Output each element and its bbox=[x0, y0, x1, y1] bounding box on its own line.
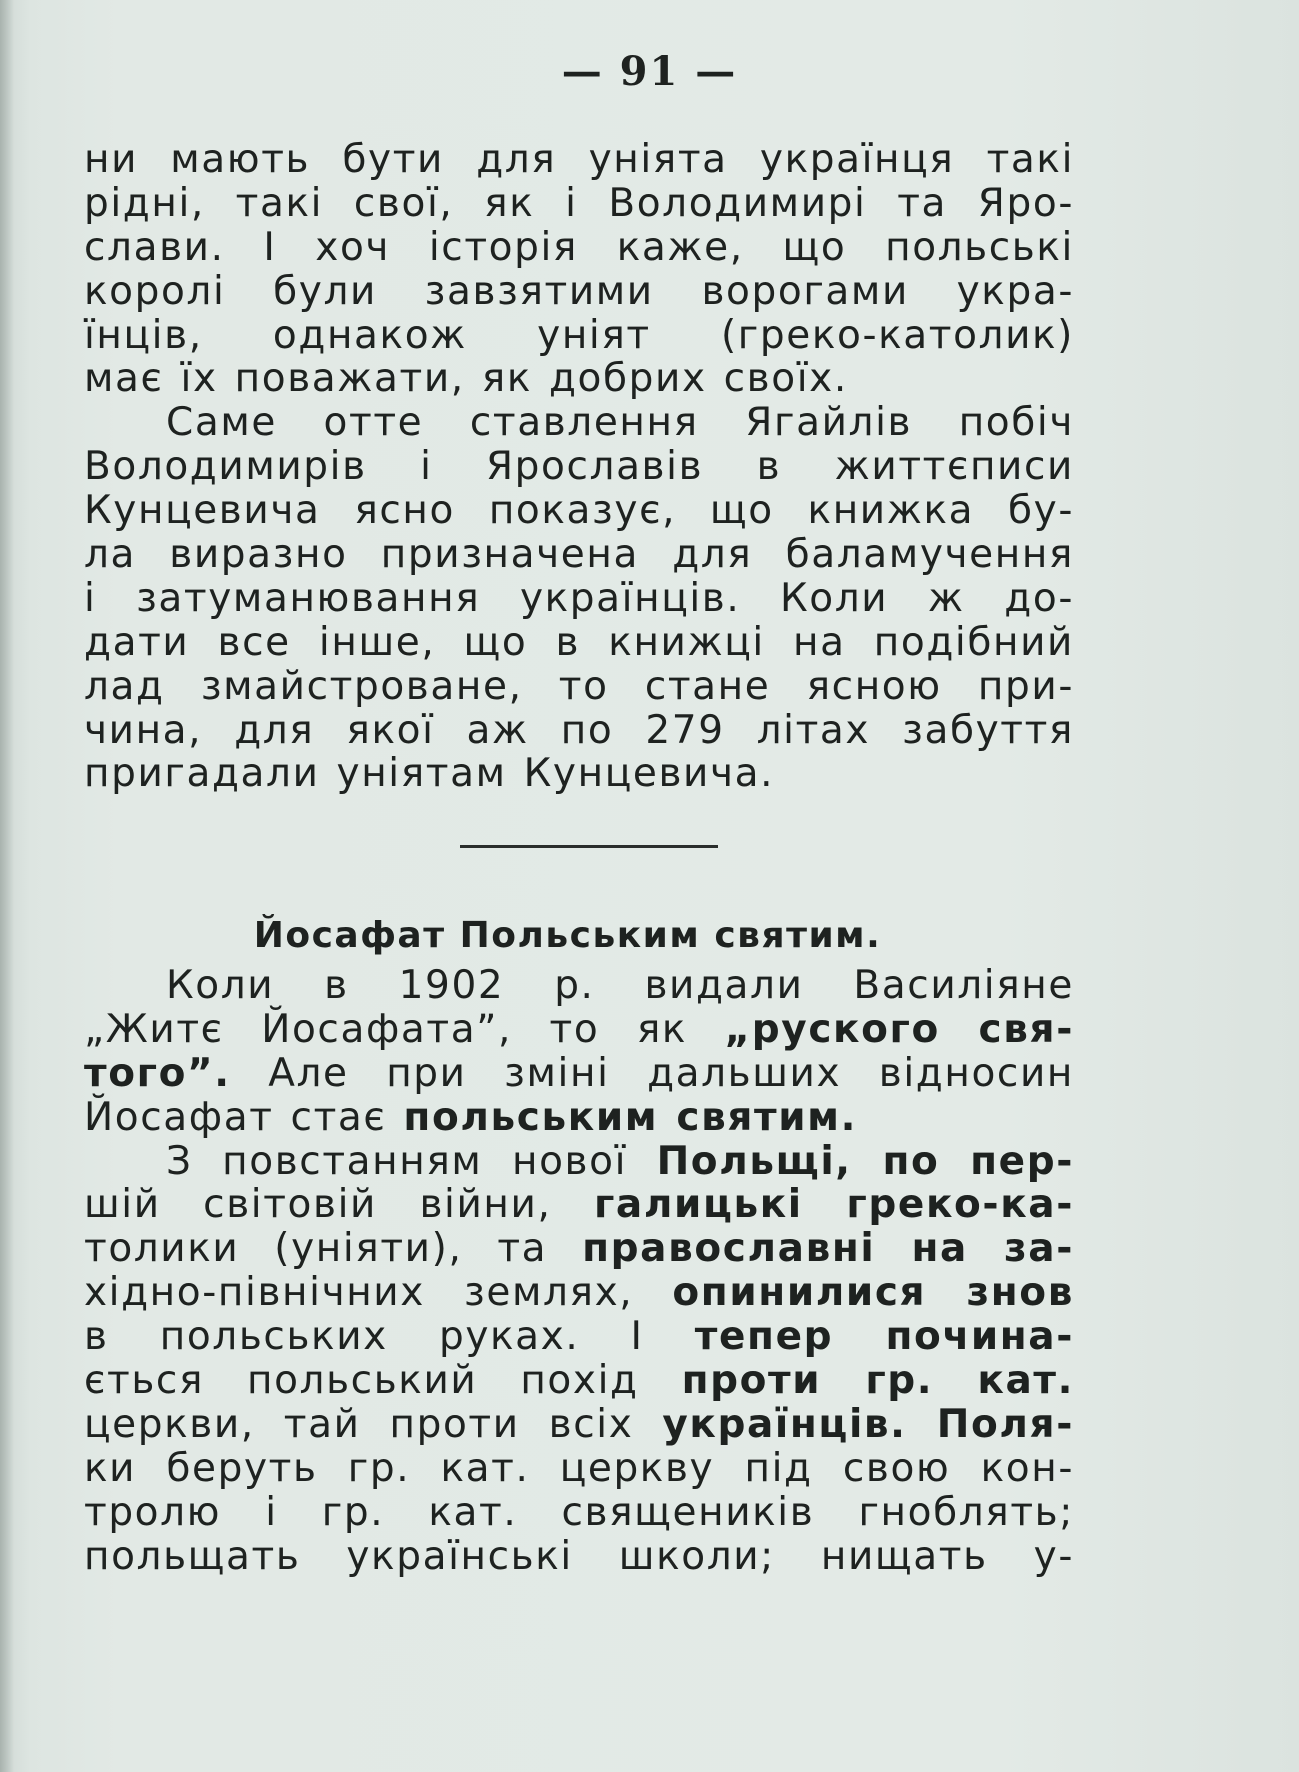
body-text-bottom bbox=[84, 964, 1074, 1578]
text-line bbox=[84, 1315, 1074, 1359]
text-line bbox=[84, 1096, 1074, 1140]
bold-text: опинилися знов bbox=[672, 1270, 1074, 1316]
text-line: Володимирів і Ярославів в життєписи bbox=[84, 444, 1074, 490]
text-line: Кунцевича ясно показує, що книжка бу- bbox=[84, 488, 1074, 534]
plain-text: церкви, тай проти всіх bbox=[84, 1401, 663, 1447]
text-line bbox=[84, 1183, 1074, 1227]
text-line: слави. І хоч історія каже, що польські bbox=[84, 224, 1074, 270]
text-line: має їх поважати, як добрих своїх. bbox=[84, 356, 848, 402]
text-line: лад змайстроване, то стане ясною при- bbox=[84, 663, 1074, 709]
text-line bbox=[84, 1359, 1074, 1403]
text-line: ки беруть гр. кат. церкву під свою кон- bbox=[84, 1445, 1074, 1491]
text-line bbox=[84, 1052, 1074, 1096]
text-line: рідні, такі свої, як і Володимирі та Яро- bbox=[84, 180, 1074, 226]
bold-text: Польщі, по пер- bbox=[656, 1138, 1074, 1184]
plain-text: Йосафат стає bbox=[84, 1094, 404, 1140]
bold-text: тепер почина- bbox=[694, 1314, 1074, 1360]
page-number: — 91 — bbox=[561, 48, 738, 95]
text-line: Саме отте ставлення Ягайлів побіч bbox=[166, 400, 1074, 446]
text-line: дати все інше, що в книжці на подібний bbox=[84, 619, 1074, 665]
plain-text: ється польський похід bbox=[84, 1358, 682, 1404]
text-line: пригадали уніятам Кунцевича. bbox=[84, 751, 775, 797]
text-line bbox=[84, 1140, 1074, 1184]
text-line: королі були завзятими ворогами укра- bbox=[84, 268, 1074, 314]
bold-text: польським святим. bbox=[403, 1094, 858, 1140]
plain-text: „Житє Йосафата”, то як bbox=[84, 1006, 725, 1052]
text-line bbox=[84, 1271, 1074, 1315]
bold-text: українців. Поля- bbox=[662, 1401, 1074, 1447]
text-line bbox=[84, 1008, 1074, 1052]
text-line: польщать українські школи; нищать у- bbox=[84, 1533, 1074, 1579]
bold-text: православні на за- bbox=[582, 1226, 1074, 1272]
page-edge-shadow bbox=[0, 0, 14, 1772]
bold-text: того”. bbox=[84, 1050, 231, 1096]
text-line: ни мають бути для уніята українця такі bbox=[84, 137, 1074, 182]
text-line: ла виразно призначена для баламучення bbox=[84, 532, 1074, 578]
plain-text: шій світовій війни, bbox=[84, 1182, 594, 1228]
plain-text: в польських руках. І bbox=[84, 1314, 695, 1360]
plain-text: толики (уніяти), та bbox=[84, 1226, 583, 1272]
plain-text: хідно-північних землях, bbox=[84, 1270, 673, 1316]
text-line: Коли в 1902 р. видали Василіяне bbox=[166, 963, 1074, 1008]
text-line bbox=[84, 1403, 1074, 1447]
plain-text: З повстанням нової bbox=[166, 1138, 657, 1184]
section-heading: Йосафат Польським святим. bbox=[253, 915, 882, 956]
bold-text: „руского свя- bbox=[724, 1006, 1074, 1052]
text-line: тролю і гр. кат. священиків гноблять; bbox=[84, 1489, 1074, 1535]
bold-text: галицькі греко-ка- bbox=[593, 1182, 1074, 1228]
section-divider bbox=[460, 845, 718, 848]
text-line: чина, для якої аж по 279 літах забуття bbox=[84, 707, 1074, 753]
plain-text: Але при зміні дальших відносин bbox=[230, 1050, 1074, 1096]
text-line: їнців, однакож уніят (греко-католик) bbox=[84, 312, 1074, 358]
text-line: і затуманювання українців. Коли ж до- bbox=[84, 575, 1074, 621]
bold-text: проти гр. кат. bbox=[681, 1358, 1074, 1404]
body-text-top bbox=[84, 138, 1074, 796]
text-line bbox=[84, 1227, 1074, 1271]
